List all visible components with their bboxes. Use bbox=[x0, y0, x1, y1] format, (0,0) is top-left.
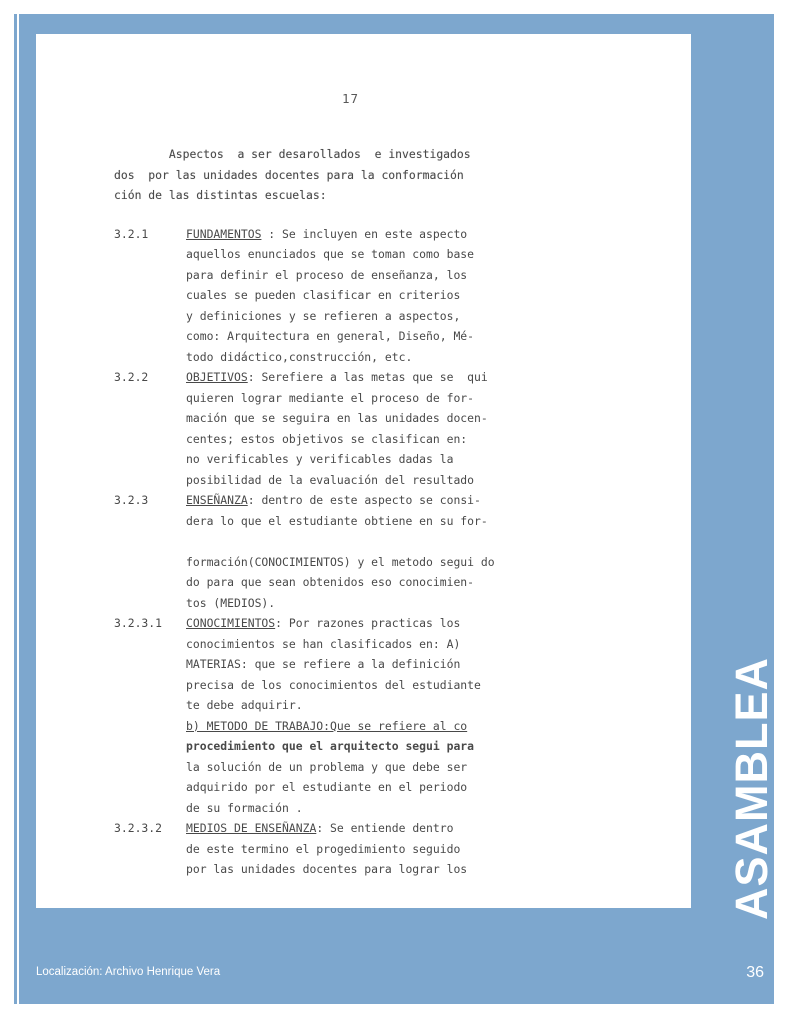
section-3-2-2-number: 3.2.2 bbox=[114, 370, 149, 384]
section-3-2-2 bbox=[114, 367, 674, 490]
section-3-2-1-line-5: y definiciones y se refieren a aspectos, bbox=[186, 308, 461, 323]
section-3-2-3-line-5: do para que sean obtenidos eso conocimien- bbox=[186, 575, 475, 589]
spacer-1 bbox=[114, 206, 674, 224]
scanned-document-sheet bbox=[36, 34, 691, 908]
section-3-2-3-number: 3.2.3 bbox=[114, 493, 149, 507]
section-3-2-2-line-5: no verificables y verificables dadas la bbox=[186, 452, 454, 466]
scanned-text-area bbox=[36, 34, 691, 908]
section-3-2-3-1-line-2: conocimientos se han clasificados en: A) bbox=[186, 636, 461, 651]
section-3-2-1-line-2: aquellos enunciados que se toman como base bbox=[186, 247, 475, 261]
section-3-2-1-number: 3.2.1 bbox=[114, 226, 149, 241]
section-3-2-1 bbox=[114, 224, 674, 368]
footer-page-number: 36 bbox=[746, 964, 764, 981]
section-3-2-3-line-2: dera lo que el estudiante obtiene en su for- bbox=[186, 513, 488, 528]
section-3-2-1-line-7: todo didáctico,construcción, etc. bbox=[186, 349, 413, 364]
section-3-2-3-2-text bbox=[186, 818, 674, 880]
section-3-2-3-line-4: formación(CONOCIMIENTOS) y el metodo segui do bbox=[186, 554, 495, 569]
section-3-2-1-line-1: : Se incluyen en este aspecto bbox=[261, 226, 468, 241]
section-3-2-1-line-4: cuales se pueden clasificar en criterios bbox=[186, 288, 461, 302]
section-3-2-1-line-3: para definir el proceso de enseñanza, los bbox=[186, 267, 468, 282]
intro-line-3: ción de las distintas escuelas: bbox=[114, 188, 327, 202]
section-3-2-1-line-6: como: Arquitectura en general, Diseño, Mé- bbox=[186, 329, 475, 343]
section-3-2-3-1-sub-line-3: la solución de un problema y que debe ser bbox=[186, 759, 468, 774]
section-3-2-3-1-text bbox=[186, 613, 674, 818]
section-3-2-3-2-line-3: por las unidades docentes para lograr los bbox=[186, 862, 468, 876]
left-border-rule bbox=[17, 14, 19, 1004]
section-3-2-1-heading: FUNDAMENTOS bbox=[186, 226, 262, 241]
section-3-2-3-2-number: 3.2.3.2 bbox=[114, 821, 163, 835]
section-3-2-3-1-sub-line-1: b) METODO DE TRABAJO:Que se refiere al co bbox=[186, 718, 468, 733]
section-3-2-2-line-3: mación que se seguira en las unidades docen- bbox=[186, 411, 488, 425]
section-3-2-3-1-line-3: MATERIAS: que se refiere a la definición bbox=[186, 657, 461, 671]
section-3-2-3-1-sub-line-5: de su formación . bbox=[186, 800, 303, 815]
section-3-2-2-heading: OBJETIVOS bbox=[186, 370, 248, 384]
intro-line-2: dos por las unidades docentes para la conformación bbox=[114, 167, 464, 182]
section-3-2-2-line-1: : Serefiere a las metas que se qui bbox=[247, 370, 488, 384]
intro-line-1: Aspectos a ser desarollados e investigados bbox=[114, 147, 471, 161]
section-3-2-2-line-6: posibilidad de la evaluación del resultado bbox=[186, 472, 475, 487]
section-3-2-1-text bbox=[186, 224, 674, 368]
section-3-2-3-text bbox=[186, 490, 674, 613]
section-3-2-3 bbox=[114, 490, 674, 613]
section-3-2-3-2-line-2: de este termino el progedimiento seguido bbox=[186, 841, 461, 856]
section-3-2-3-line-6: tos (MEDIOS). bbox=[186, 595, 276, 610]
asamblea-wordmark: ASAMBLEA bbox=[726, 657, 777, 920]
section-3-2-2-text bbox=[186, 367, 674, 490]
footer-location: Localización: Archivo Henrique Vera bbox=[36, 966, 221, 978]
scan-body bbox=[114, 144, 674, 880]
section-3-2-2-line-2: quieren lograr mediante el proceso de for- bbox=[186, 390, 475, 405]
section-3-2-3-2-line-1: : Se entiende dentro bbox=[316, 821, 461, 835]
section-3-2-3-1-line-1: : Por razones practicas los bbox=[275, 616, 461, 630]
section-3-2-3-1-line-5: te debe adquirir. bbox=[186, 698, 303, 712]
section-3-2-3-2 bbox=[114, 818, 674, 880]
scan-page-number: 17 bbox=[342, 91, 360, 106]
section-3-2-3-1-sub-line-4: adquirido por el estudiante en el periodo bbox=[186, 780, 468, 794]
section-3-2-3-1-number: 3.2.3.1 bbox=[114, 616, 163, 630]
section-3-2-3-1-heading: CONOCIMIENTOS bbox=[186, 616, 276, 630]
section-3-2-3-1-line-4: precisa de los conocimientos del estudiante bbox=[186, 677, 481, 692]
section-3-2-2-line-4: centes; estos objetivos se clasifican en: bbox=[186, 431, 468, 446]
intro-paragraph bbox=[114, 144, 674, 206]
section-3-2-3-heading: ENSEÑANZA bbox=[186, 493, 248, 507]
section-3-2-3-2-heading: MEDIOS DE ENSEÑANZA bbox=[186, 821, 317, 835]
section-3-2-3-1-sub-line-2: procedimiento que el arquitecto segui para bbox=[186, 739, 475, 753]
section-3-2-3-1 bbox=[114, 613, 674, 818]
section-3-2-3-line-1: : dentro de este aspecto se consi- bbox=[247, 493, 481, 507]
